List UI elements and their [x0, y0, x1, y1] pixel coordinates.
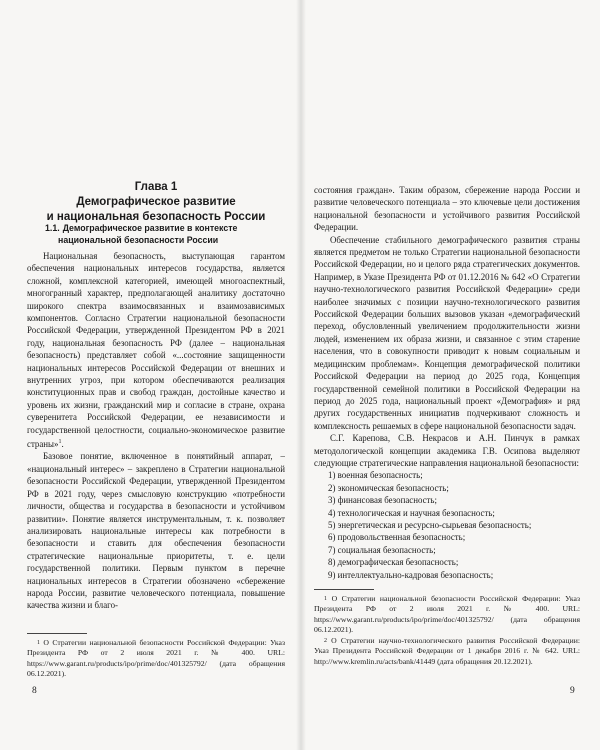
list-item: 4) технологическая и научная безопасность; — [328, 507, 495, 518]
footnote-ref: 1 — [58, 439, 62, 446]
chapter-heading: Глава 1 — [134, 181, 178, 193]
left-body — [27, 250, 285, 612]
footnote-mark: 1 — [37, 640, 40, 646]
left-paragraph-1: Национальная безопасность, выступающая гарантом обеспечения национальных интересов государства, является сложной, комплексной категорией, имеющей многоаспектный, многогранный характер, предполагающей аналитику достаточно широкого спектра взаимосвязанных и взаимозависимых компонентов. Согласно Стратегии национальной безопасности Российской Федерации, утвержденной Президентом РФ в 2021 году, национальная безопасность РФ (далее – национальная безопасность) представляет собой «...состояние защищенности национальных интересов Российской Федерации от внешних и внутренних угроз, при котором обеспечиваются реализация конституционных прав и свобод граждан, достойные качество и уровень их жизни, гражданский мир и согласие в стране, охрана суверенитета Российской Федерации, ее независимости и государственной целостности, социально-экономическое развитие страны»$^1$. — [27, 251, 285, 450]
left-footnote: $^1$ О Стратегии национальной безопасности Российской Федерации: Указ Президента РФ от 2 июля 2021 г. № 400. URL: https://www.garant.ru/products/ipo/prime/doc/401325792/ (дата обращения 06.12.2021). — [27, 638, 286, 679]
chapter-title — [27, 180, 285, 225]
page-number-right: 9 — [570, 686, 575, 696]
list-item: 1) военная безопасность; — [328, 470, 423, 481]
list-item: 5) энергетическая и ресурсно-сырьевая безопасность; — [328, 519, 532, 530]
right-page — [302, 0, 600, 750]
chapter-title-line1: Демографическое развитие — [76, 196, 236, 208]
list-item: 2) экономическая безопасность; — [328, 482, 449, 493]
left-paragraph-2: Базовое понятие, включенное в понятийный аппарат, – «национальный интерес» – закреплено в Стратегии национальной безопасности Российской Федерации, утвержденной Президентом РФ в 2021 году, через смысловую конструкцию «потребности личности, общества и государства в безопасности и устойчивом развитии». Понятие является инструментальным, т. к. позволяет анализировать национальные интересы как потребности в безопасности и ставить для обеспечения безопасности стратегические национальные приоритеты, т. е. цели государственной политики. Первым пунктом в перечне национальных интересов в Стратегии обозначено «сбережение народа России, развитие человеческого потенциала, повышение качества жизни и благо- — [27, 451, 285, 611]
left-page — [0, 0, 298, 750]
section-title-text: Демографическое развитие в контексте национальной безопасности России — [58, 223, 238, 245]
list-item: 8) демографическая безопасность; — [328, 557, 459, 568]
list-item: 7) социальная безопасность; — [328, 544, 436, 555]
footnote-divider — [314, 589, 374, 590]
footnote-mark: 2 — [324, 638, 327, 644]
right-body — [314, 184, 580, 581]
right-paragraph-1: состояния граждан». Таким образом, сбережение народа России и развитие человеческого потенциала – это ключевые цели достижения национальной безопасности и устойчивого развития Российской Федерации. — [314, 185, 580, 233]
footnote-divider — [27, 633, 87, 634]
chapter-title-line2: и национальная безопасность России — [46, 211, 266, 223]
security-directions-list — [314, 469, 580, 581]
section-number: 1.1. — [45, 223, 60, 233]
list-item: 6) продовольственная безопасность; — [328, 532, 466, 543]
section-title — [45, 222, 293, 246]
list-item: 3) финансовая безопасность; — [328, 495, 437, 506]
page-number-left: 8 — [32, 686, 37, 696]
list-item: 9) интеллектуально-кадровая безопасность; — [328, 569, 494, 580]
right-paragraph-2: Обеспечение стабильного демографического развития страны является предметом не только Стратегии национальной безопасности Российской Федерации, но и целого ряда стратегических документов. Например, в Указе Президента РФ от 01.12.2016 № 642 «О Стратегии научно-технологического развития Российской Федерации» среди наиболее значимых с позиции научно-технологического развития Российской Федерации больших вызовов указан «демографический переход, обусловленный увеличением продолжительности жизни людей, изменением их образа жизни, и связанное с этим старение населения, что в совокупности приводит к новым социальным и медицинским проблемам». Концепция демографической политики Российской Федерации на период до 2025 года, Концепция государственной семейной политики в Российской Федерации на период до 2025 года, национальный проект «Демография» и ряд других государственных инициатив подчеркивают сложность и комплексность решаемых в сфере национальной безопасности задач. — [314, 234, 580, 431]
right-footnote-2: $^2$ О Стратегии научно-технологического развития Российской Федерации: Указ Президента Российской Федерации от 1 декабря 2016 г. № 642. URL: http://www.kremlin.ru/acts/bank/41449 (дата обращения 20.12.2021). — [314, 636, 580, 666]
right-paragraph-3: С.Г. Карепова, С.В. Некрасов и А.Н. Пинчук в рамках методологической концепции академика Г.В. Осипова выделяют следующие стратегические направления национальной безопасности: — [314, 433, 580, 468]
footnote-mark: 1 — [324, 596, 327, 602]
right-footnote-1: $^1$ О Стратегии национальной безопасности Российской Федерации: Указ Президента РФ от 2 июля 2021 г. № 400. URL: https://www.garant.ru/products/ipo/prime/doc/401325792/ (дата обращения 06.12.2021). — [314, 594, 581, 635]
